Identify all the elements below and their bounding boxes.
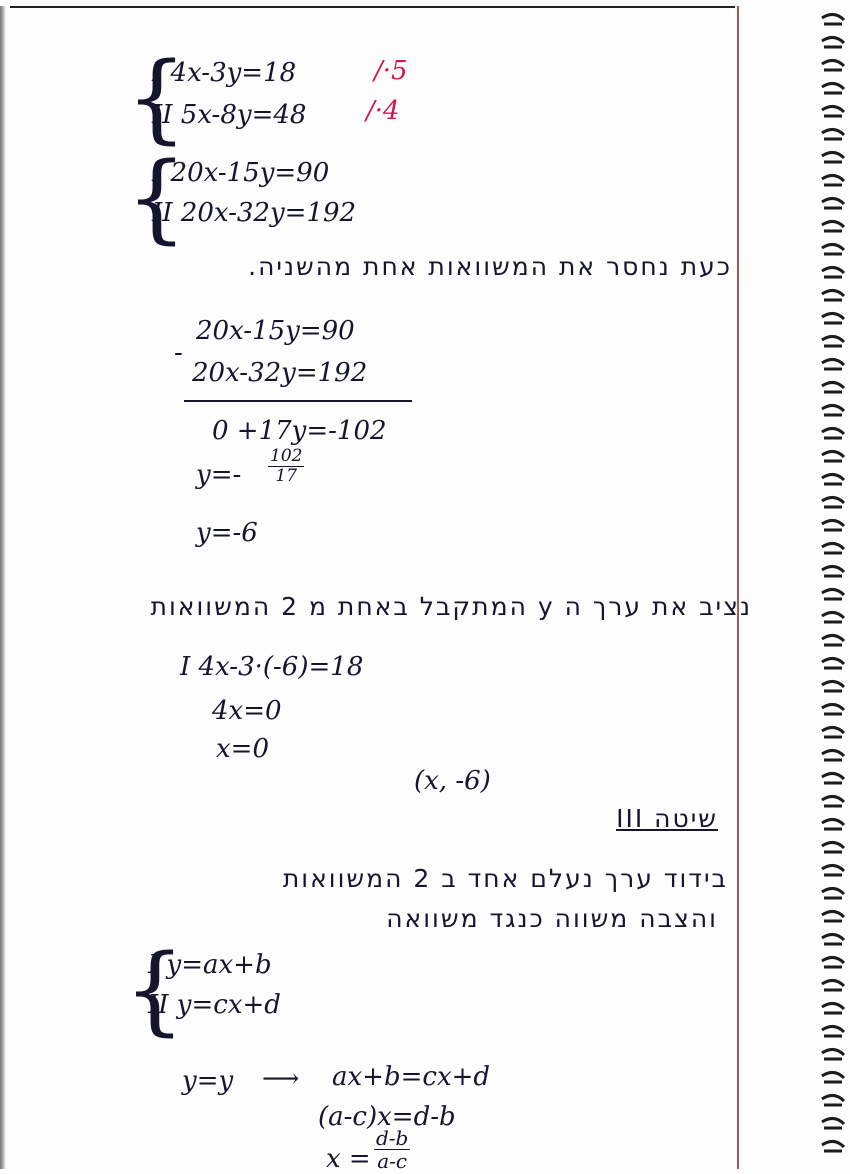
method3-note2: והצבה משווה כנגד משוואה — [386, 904, 718, 933]
method3-heading: שיטה III — [616, 804, 718, 833]
spiral-loop — [822, 704, 844, 714]
subtraction-divider — [184, 400, 412, 402]
brace-block1: { — [126, 42, 188, 154]
subtraction-result: 0 +17y=-102 — [212, 416, 387, 446]
spiral-loop — [822, 681, 844, 691]
spiral-loop — [822, 198, 844, 208]
spiral-loop — [822, 658, 844, 668]
spiral-loop — [822, 543, 844, 553]
spiral-loop — [822, 934, 844, 944]
substitution-line3: x=0 — [216, 734, 269, 764]
spiral-loop — [822, 635, 844, 645]
spiral-loop — [822, 83, 844, 93]
block3-eq1: I y=ax+b — [148, 950, 272, 980]
spiral-loop — [822, 1095, 844, 1105]
spiral-loop — [822, 175, 844, 185]
y-result: y=-6 — [196, 518, 258, 548]
spiral-loop — [822, 888, 844, 898]
subtraction-row2: 20x-32y=192 — [192, 358, 368, 388]
subtraction-sign: - — [174, 338, 183, 368]
spiral-loop — [822, 474, 844, 484]
brace-block3: { — [124, 934, 186, 1046]
spiral-loop — [822, 1049, 844, 1059]
page-left-edge — [0, 6, 14, 1169]
spiral-loop — [822, 980, 844, 990]
derivation-rhs: ax+b=cx+d — [332, 1062, 491, 1092]
spiral-loop — [822, 451, 844, 461]
fraction-numerator: 102 — [270, 446, 303, 466]
block1-eq1-multiplier: /·5 — [374, 56, 408, 86]
spiral-loop — [822, 773, 844, 783]
block1-eq2-multiplier: /·4 — [366, 96, 400, 126]
block2-eq2: II 20x-32y=192 — [152, 198, 357, 228]
spiral-loop — [822, 842, 844, 852]
substitution-line2: 4x=0 — [212, 696, 282, 726]
page-top-edge — [10, 6, 735, 8]
note-substitute: נציב את ערך ה y המתקבל באחת מ 2 המשוואות — [150, 592, 752, 621]
spiral-loop — [822, 1141, 844, 1151]
spiral-loop — [822, 382, 844, 392]
derivation-lhs: y=y — [182, 1066, 234, 1096]
spiral-loop — [822, 612, 844, 622]
spiral-loop — [822, 520, 844, 530]
block3-eq2: II y=cx+d — [148, 990, 281, 1020]
brace-block2: { — [126, 142, 188, 254]
spiral-loop — [822, 60, 844, 70]
spiral-loop — [822, 359, 844, 369]
spiral-loop — [822, 129, 844, 139]
spiral-loop — [822, 106, 844, 116]
spiral-loop — [822, 267, 844, 277]
spiral-loop — [822, 957, 844, 967]
derivation-line3-lhs: x = — [326, 1144, 371, 1174]
arrow-icon: ⟶ — [262, 1064, 300, 1094]
solution-pair: (x, -6) — [414, 766, 491, 796]
spiral-loop — [822, 1118, 844, 1128]
spiral-loop — [822, 865, 844, 875]
spiral-loop — [822, 244, 844, 254]
spiral-loop — [822, 727, 844, 737]
spiral-loop — [822, 819, 844, 829]
method3-note1: בידוד ערך נעלם אחד ב 2 המשוואות — [282, 864, 728, 893]
fraction-denominator: 17 — [275, 466, 298, 486]
fraction-db-denominator: a-c — [377, 1149, 408, 1173]
spiral-loop — [822, 152, 844, 162]
block1-eq1: I 4x-3y=18 — [152, 58, 297, 88]
block1-eq2: II 5x-8y=48 — [152, 100, 307, 130]
spiral-binding-icon — [820, 10, 846, 1169]
spiral-loop — [822, 14, 844, 24]
spiral-loop — [822, 1026, 844, 1036]
spiral-loop — [822, 37, 844, 47]
block2-eq1: I 20x-15y=90 — [152, 158, 330, 188]
spiral-loop — [822, 796, 844, 806]
derivation-line2: (a-c)x=d-b — [318, 1102, 456, 1132]
spiral-loop — [822, 336, 844, 346]
spiral-loop — [822, 1003, 844, 1013]
spiral-loop — [822, 566, 844, 576]
spiral-loop — [822, 589, 844, 599]
note-subtract: כעת נחסר את המשוואות אחת מהשניה. — [248, 252, 732, 281]
fraction-db-ac — [374, 1128, 410, 1171]
spiral-loop — [822, 1072, 844, 1082]
substitution-line1: I 4x-3·(-6)=18 — [180, 652, 364, 682]
spiral-loop — [822, 221, 844, 231]
margin-line — [737, 6, 739, 1169]
spiral-loop — [822, 290, 844, 300]
spiral-loop — [822, 750, 844, 760]
fraction-db-numerator: d-b — [376, 1126, 409, 1150]
spiral-loop — [822, 313, 844, 323]
fraction-102-17 — [268, 448, 304, 485]
subtraction-row1: 20x-15y=90 — [196, 316, 355, 346]
spiral-loop — [822, 911, 844, 921]
spiral-loop — [822, 497, 844, 507]
fraction-lhs: y=- — [196, 460, 242, 490]
spiral-loop — [822, 428, 844, 438]
spiral-loop — [822, 405, 844, 415]
